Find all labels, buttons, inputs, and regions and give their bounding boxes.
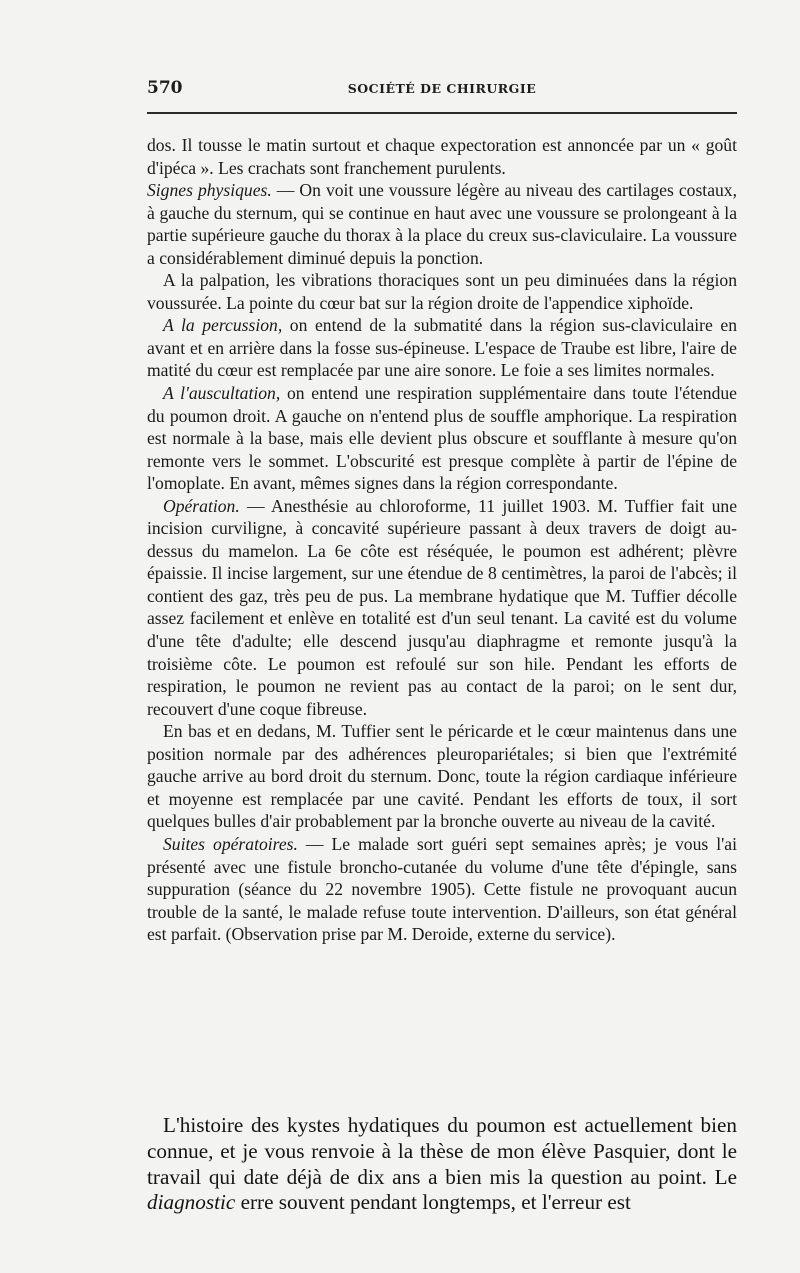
paragraph-pericarde: En bas et en dedans, M. Tuffier sent le péricarde et le cœur maintenus dans une position normale par des adhérences pleuropariétales; si bien que l'extrémité gauche arrive au bord droit du sternum. Donc, toute la région cardiaque inférieure et moyenne est remplacée par une cavité. Pendant les efforts de toux, il sort quelques bulles d'air probablement par la bronche ouverte au niveau de la cavité. bbox=[147, 721, 737, 832]
paragraph-auscultation: A l'auscultation, on entend une respiration supplémentaire dans toute l'étendue du poumon droit. A gauche on n'entend plus de souffle amphorique. La respiration est normale à la base, mais elle devient plus obscure et soufflante à mesure qu'on remonte vers le sommet. L'obscurité est presque complète à partir de l'épine de l'omoplate. En avant, mêmes signes dans la région correspondante. bbox=[147, 383, 737, 494]
paragraph-continuation: dos. Il tousse le matin surtout et chaque expectoration est annoncée par un « goût d'ipéca ». Les crachats sont franchement purulents. bbox=[147, 135, 737, 178]
running-title: SOCIÉTÉ DE CHIRURGIE bbox=[347, 81, 537, 96]
paragraph-signes-physiques: Signes physiques. — On voit une voussure légère au niveau des cartilages costaux, à gauche du sternum, qui se continue en haut avec une voussure se prolongeant à la partie supérieure gauche du thorax à la place du creux sus-claviculaire. La voussure a considérablement diminué depuis la ponction. bbox=[147, 180, 737, 268]
section-label: A la percussion, bbox=[163, 315, 283, 336]
main-text bbox=[147, 1113, 737, 1216]
section-label: A l'auscultation, bbox=[163, 383, 281, 404]
emphasis-diagnostic: diagnostic bbox=[147, 1190, 236, 1215]
observation-text bbox=[147, 134, 737, 946]
paragraph-histoire: L'histoire des kystes hydatiques du poumon est actuellement bien connue, et je vous renvoie à la thèse de mon élève Pasquier, dont le travail qui date déjà de dix ans a bien mis la question au point. Le diagnostic erre souvent pendant longtemps, et l'erreur est bbox=[147, 1113, 737, 1215]
section-label: Signes physiques. bbox=[147, 180, 272, 201]
section-label: Opération. bbox=[163, 495, 240, 516]
paragraph-percussion: A la percussion, on entend de la submatité dans la région sus-claviculaire en avant et en arrière dans la fosse sus-épineuse. L'espace de Traube est libre, l'aire de matité du cœur est remplacée par une aire sonore. Le foie a ses limites normales. bbox=[147, 315, 737, 381]
paragraph-suites-operatoires: Suites opératoires. — Le malade sort guéri sept semaines après; je vous l'ai présenté avec une fistule broncho-cutanée du volume d'une tête d'épingle, sans suppuration (séance du 22 novembre 1905). Cette fistule ne provoquant aucun trouble de la santé, le malade refuse toute intervention. D'ailleurs, son état général est parfait. (Observation prise par M. Deroide, externe du service). bbox=[147, 833, 737, 945]
paragraph-palpation: A la palpation, les vibrations thoraciques sont un peu diminuées dans la région voussurée. La pointe du cœur bat sur la région droite de l'appendice xiphoïde. bbox=[147, 270, 737, 313]
page-header bbox=[147, 78, 737, 106]
paragraph-operation: Opération. — Anesthésie au chloroforme, 11 juillet 1903. M. Tuffier fait une incision curviligne, à concavité supérieure passant à deux travers de doigt au-dessus du mamelon. La 6e côte est réséquée, le poumon est adhérent; plèvre épaissie. Il incise largement, sur une étendue de 8 centimètres, la paroi de l'abcès; il contient des gaz, très peu de pus. La membrane hydatique que M. Tuffier décolle assez facilement et enlève en totalité est d'un seul tenant. La cavité est du volume d'une tête d'adulte; elle descend jusqu'au diaphragme et remonte jusqu'à la troisième côte. Le poumon est refoulé sur son hile. Pendant les efforts de respiration, le poumon ne revient pas au contact de la paroi; on le sent dur, recouvert d'une coque fibreuse. bbox=[147, 495, 737, 719]
header-rule bbox=[147, 112, 737, 114]
page-number: 570 bbox=[147, 78, 183, 98]
section-label: Suites opératoires. bbox=[163, 833, 298, 854]
